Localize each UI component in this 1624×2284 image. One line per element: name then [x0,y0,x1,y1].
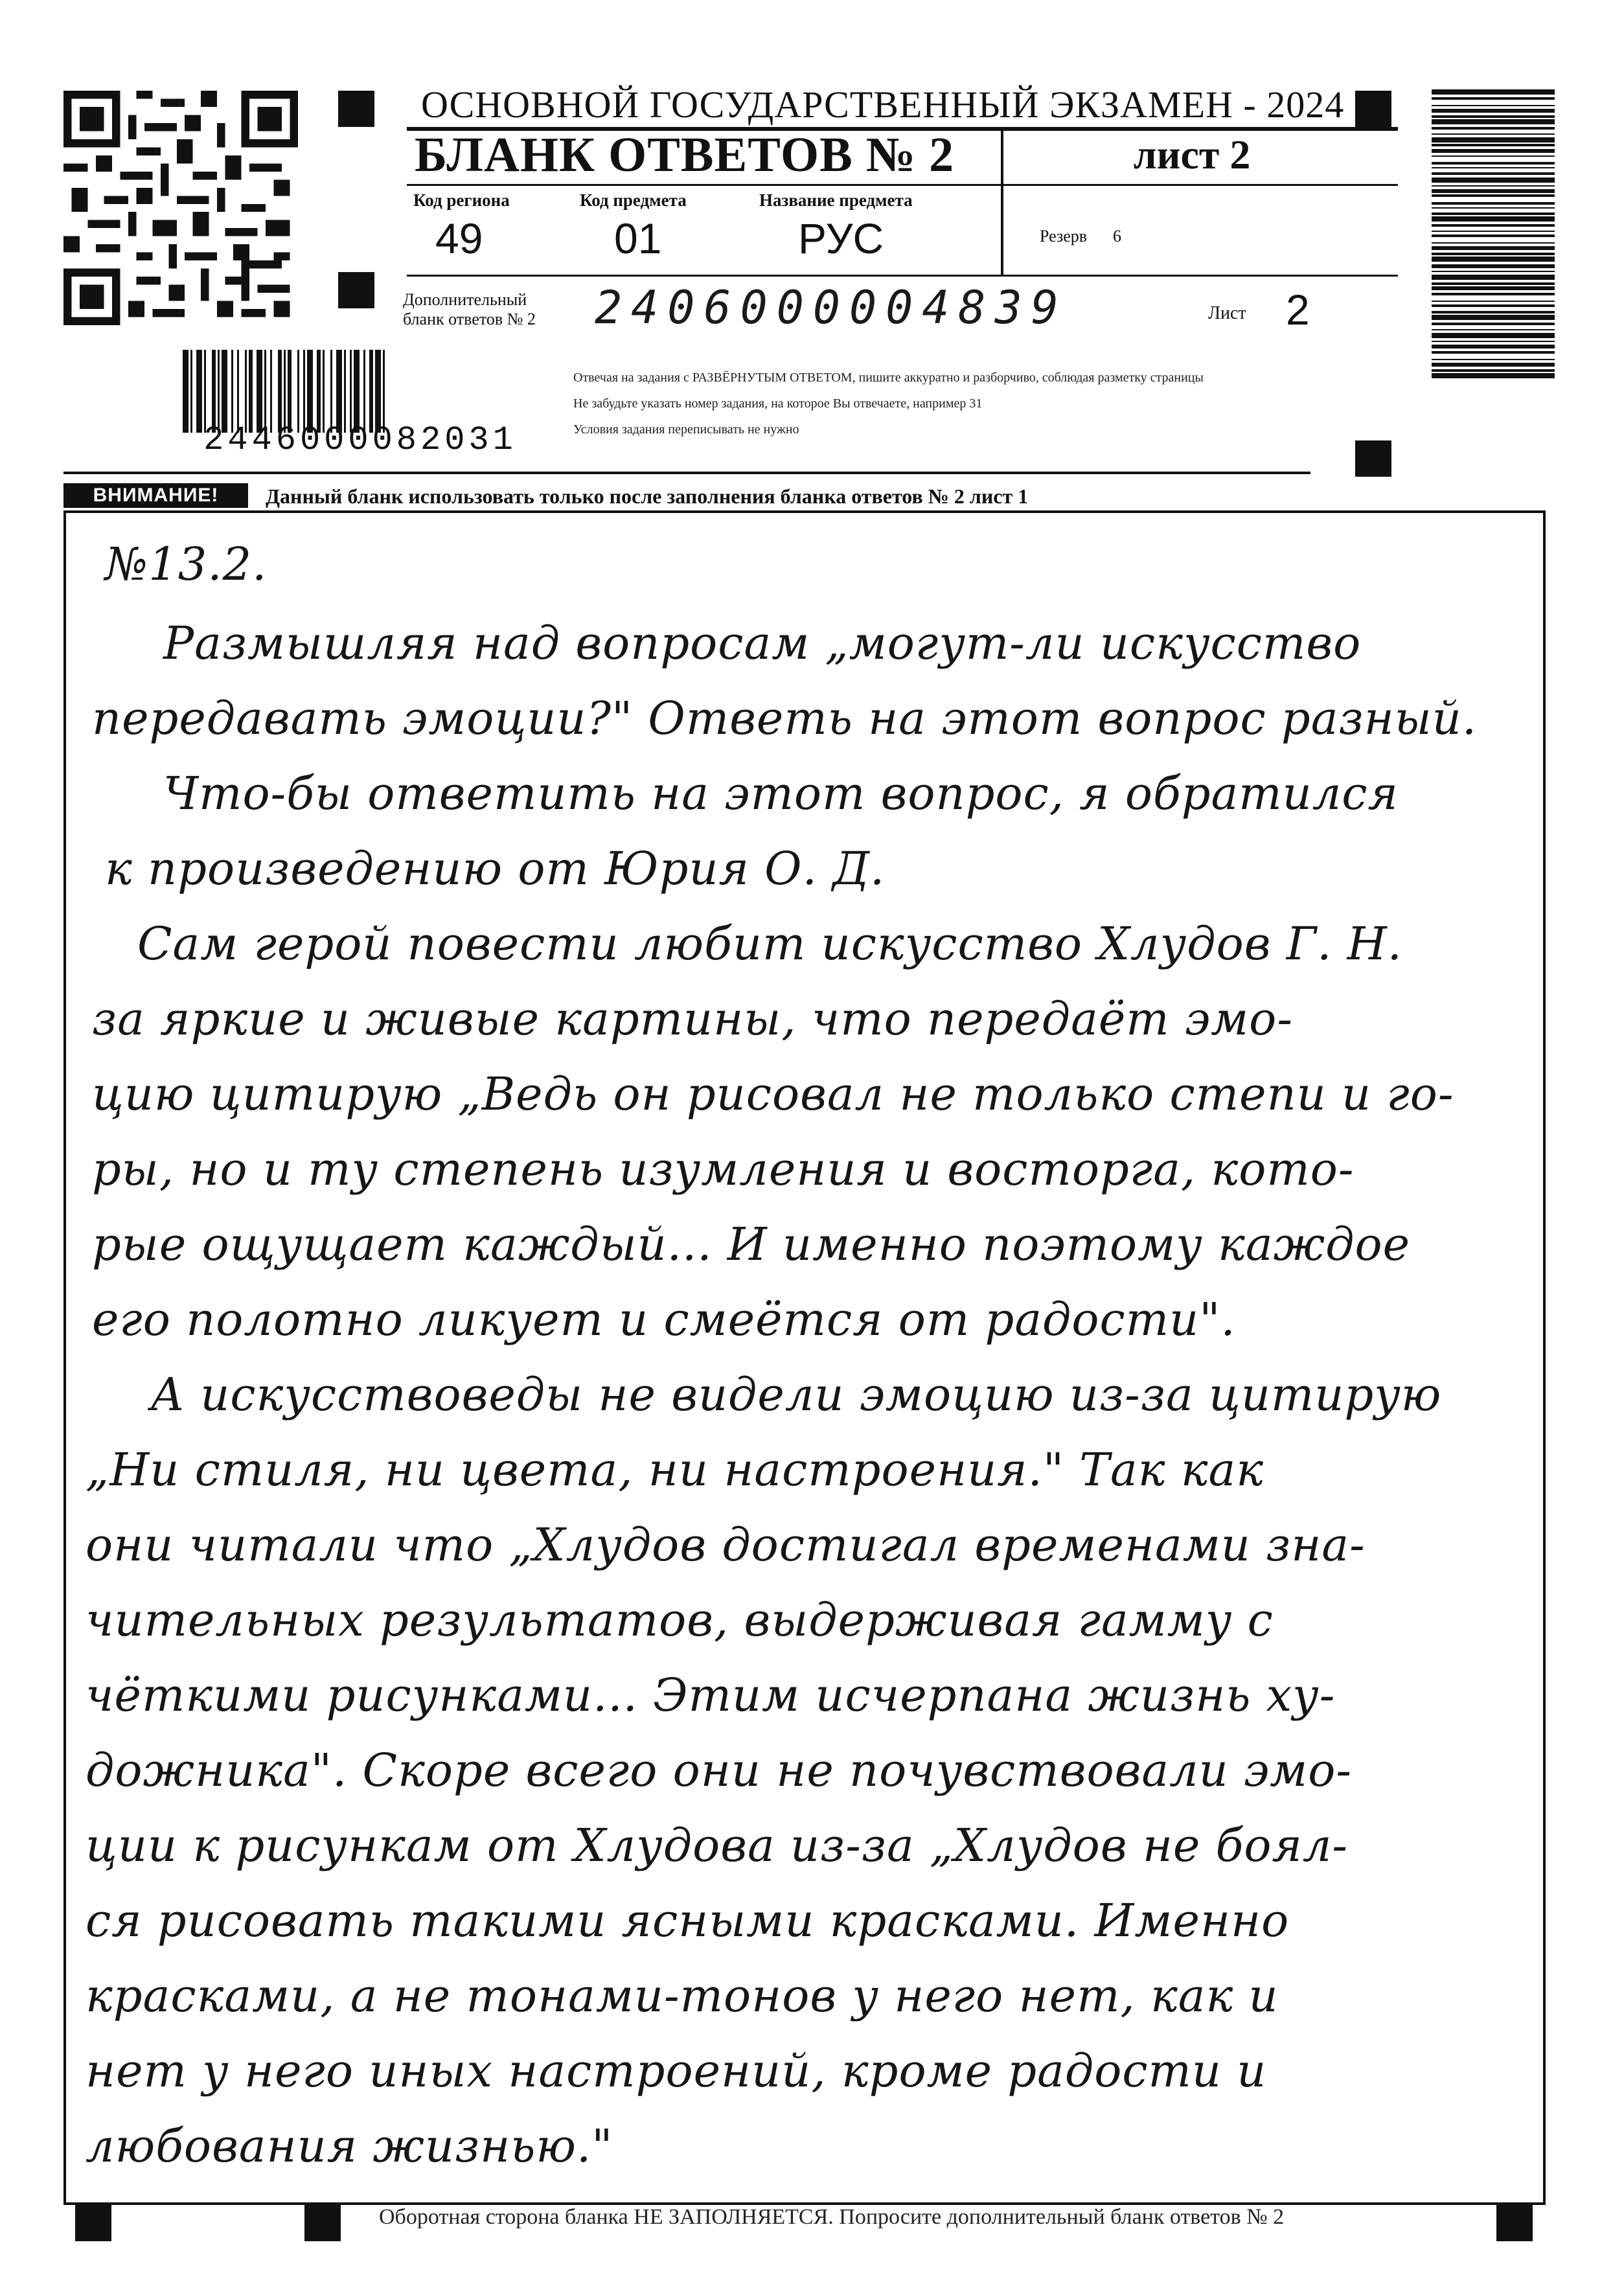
region-label: Код региона [413,190,510,210]
registration-mark [338,272,374,308]
subject-code-value: 01 [614,214,662,262]
extra-form-label-line: бланк ответов № 2 [403,310,536,328]
subject-code-label: Код предмета [580,190,687,210]
form-title: БЛАНК ОТВЕТОВ № 2 [415,128,955,182]
registration-mark [304,2205,341,2241]
header-rule [407,275,1398,277]
answer-line: „Ни стиля, ни цвета, ни настроения." Так как [86,1443,1264,1496]
instruction-line: Отвечая на задания с РАЗВЁРНУТЫМ ОТВЕТОМ, пишите аккуратно и разборчиво, соблюдая разметку страницы [573,371,1204,385]
answer-line: к произведению от Юрия О. Д. [105,842,886,895]
stacked-barcode-icon [1432,89,1555,437]
answer-line: его полотно ликует и смеётся от радости". [92,1293,1236,1346]
registration-mark [75,2205,111,2241]
instruction-line: Не забудьте указать номер задания, на которое Вы отвечаете, например 31 [573,396,983,411]
barcode-number: 2446000082031 [203,421,517,459]
extra-form-label [403,290,591,329]
qr-code [63,91,298,325]
sheet-label: Лист [1208,303,1246,323]
answer-line: любования жизнью." [86,2119,613,2173]
answer-line: ции к рисункам от Хлудова из-за „Хлудов не боял- [86,1819,1349,1872]
answer-line: передавать эмоции?" Ответь на этот вопрос разный. [92,692,1478,745]
answer-line: за яркие и живые картины, что передаёт эмо- [92,992,1293,1045]
subject-name-value: РУС [798,214,884,262]
instruction-line: Условия задания переписывать не нужно [573,422,799,437]
sheet-title: лист 2 [1133,131,1251,177]
answer-line: А искусствоведы не видели эмоцию из-за цитирую [150,1368,1442,1421]
region-value: 49 [435,214,483,262]
reserve-label: Резерв [1040,227,1088,246]
header-rule [407,184,1398,186]
answer-line: цию цитирую „Ведь он рисовал не только степи и го- [92,1068,1454,1121]
reserve-value: 6 [1113,227,1121,246]
answer-line: ся рисовать такими ясными красками. Именно [86,1894,1290,1947]
header-divider [1001,130,1003,276]
sheet-value: 2 [1286,286,1310,334]
answer-line: №13.2. [105,538,268,591]
answer-line: рые ощущает каждый... И именно поэтому каждое [92,1218,1411,1271]
qr-code-icon [63,91,298,325]
answer-line: нет у него иных настроений, кроме радости и [86,2044,1267,2097]
exam-title: ОСНОВНОЙ ГОСУДАРСТВЕННЫЙ ЭКЗАМЕН - 2024 [421,84,1345,126]
answer-line: ры, но и ту степень изумления и восторга, кото- [92,1143,1355,1196]
attention-text: Данный бланк использовать только после заполнения бланка ответов № 2 лист 1 [266,485,1029,508]
answer-line: красками, а не тонами-тонов у него нет, как и [86,1969,1279,2022]
extra-form-number: 2406000004839 [595,281,1068,334]
subject-name-label: Название предмета [759,190,913,210]
answer-line: чительных результатов, выдерживая гамму с [86,1593,1274,1647]
header-bottom-rule [63,472,1310,474]
registration-mark [1355,91,1391,127]
answer-line: Размышляя над вопросам „могут-ли искусство [163,617,1362,670]
footer-note: Оборотная сторона бланка НЕ ЗАПОЛНЯЕТСЯ. Попросите дополнительный бланк ответов № 2 [379,2205,1285,2229]
extra-form-label-line: Дополнительный [403,290,527,309]
attention-badge: ВНИМАНИЕ! [63,483,248,508]
registration-mark [1496,2205,1533,2241]
answer-line: они читали что „Хлудов достигал временами зна- [86,1518,1366,1571]
answer-area [63,510,1546,2205]
answer-line: чёткими рисунками... Этим исчерпана жизнь ху- [86,1669,1336,1722]
registration-mark [1355,440,1391,477]
answer-line: Что-бы ответить на этот вопрос, я обратился [163,767,1399,820]
answer-line: дожника". Скоре всего они не почувствовали эмо- [86,1744,1353,1797]
barcode-icon [183,350,536,433]
registration-mark [338,91,374,127]
answer-line: Сам герой повести любит искусство Хлудов Г. Н. [137,917,1402,970]
